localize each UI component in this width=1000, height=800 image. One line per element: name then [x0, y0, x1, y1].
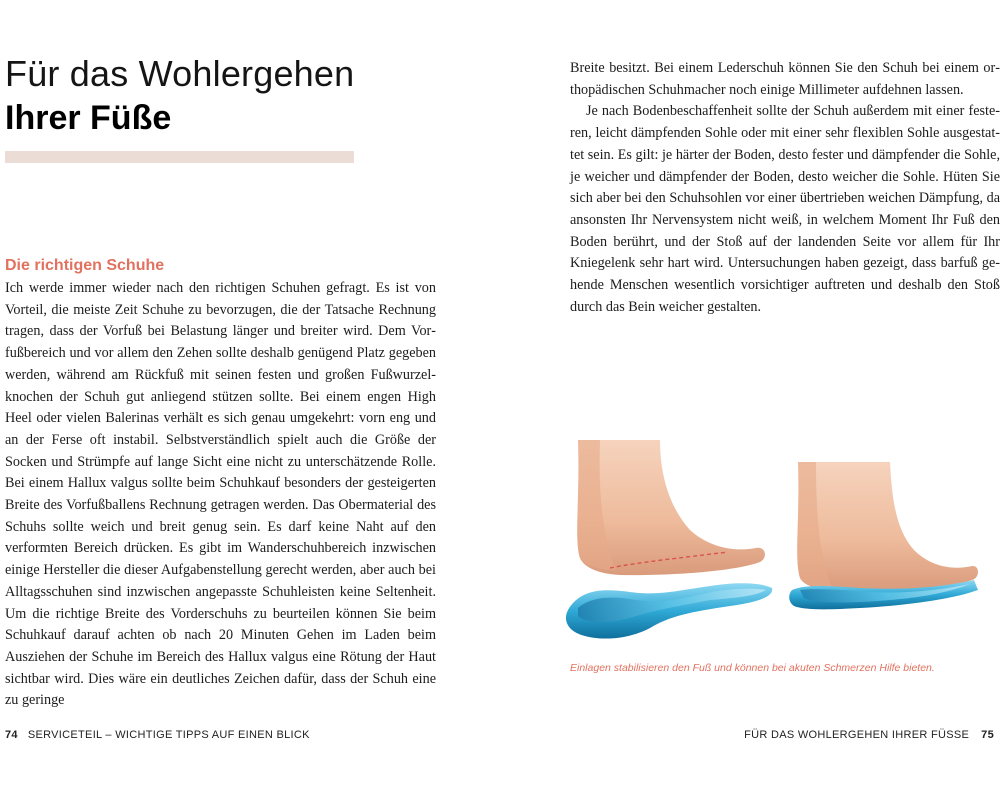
- left-text-column: [5, 278, 436, 712]
- footer-left: [5, 728, 310, 742]
- feet-insoles-image: [560, 440, 980, 650]
- figure-caption: Einlagen stabilisieren den Fuß und können bei akuten Schmerzen Hilfe bieten.: [570, 662, 935, 674]
- section-heading: Die richtigen Schuhe: [5, 257, 165, 274]
- insole-illustration: [560, 440, 980, 650]
- page-title-line1: Für das Wohlergehen: [5, 53, 355, 94]
- page-number: 75: [981, 729, 994, 741]
- foot-on-insole-right-icon: [789, 462, 978, 609]
- page-title-line2: Ihrer Füße: [5, 99, 172, 137]
- running-footer-text: FÜR DAS WOHLERGEHEN IHRER FÜSSE: [744, 729, 970, 741]
- title-decorative-bar: [5, 151, 354, 163]
- right-text-column: [570, 58, 1000, 318]
- foot-with-insole-left-icon: [566, 440, 772, 639]
- body-paragraph: Ich werde immer wieder nach den richtigen Schuhen gefragt. Es ist von Vorteil, die meiste Zeit Schuhe zu bevorzugen, die der Tatsache Rechnung tragen, dass der Vorfuß bei Belastung länger und breiter wird. Dem Vorfußbereich und vor allem den Zehen sollte deshalb genügend Platz gegeben werden, während am Rückfuß mit seinen festen und großen Fußwurzelknochen der Schuh gut anliegend stützen sollte. Bei einem engen High Heel oder vielen Balerinas verhält es sich genau umgekehrt: vorn eng und an der Ferse oft instabil. Selbstverständlich spielt auch die Größe der Socken und Strümpfe auf lange Sicht eine nicht zu unterschätzende Rolle. Bei einem Hallux valgus sollte beim Schuhkauf besonders der gesteigerten Breite des Vorfußballens Rechnung getragen werden. Das Obermaterial des Schuhs sollte weich und breit genug sein. Es darf keine Naht auf den verformten Bereich drücken. Es gibt im Wanderschuhbereich inzwischen einige Hersteller die dieser Aufgabenstellung gerecht werden, aber auch bei Alltagsschuhen sind inzwischen angepasste Schuhleisten keine Seltenheit. Um die richtige Breite des Vorderschuhs zu beurteilen können Sie beim Schuhkauf darauf achten ob nach 20 Minuten Gehen im Laden beim Ausziehen der Schuhe im Bereich des Hallux valgus eine Rötung der Haut sichtbar wird. Dies wäre ein deutliches Zeichen dafür, dass der Schuh eine zu geringe: [5, 280, 436, 709]
- footer-right: [744, 728, 994, 742]
- running-footer-text: SERVICETEIL – WICHTIGE TIPPS AUF EINEN BLICK: [27, 729, 310, 741]
- page-number: 74: [5, 729, 18, 741]
- body-paragraph: Breite besitzt. Bei einem Lederschuh können Sie den Schuh bei einem orthopädischen Schuhmacher noch einige Millimeter aufdehnen lassen.: [570, 60, 1000, 98]
- body-paragraph: Je nach Bodenbeschaffenheit sollte der Schuh außerdem mit einer festeren, leicht dämpfenden Sohle oder mit einer sehr flexiblen Sohle ausgestattet sein. Es gilt: je härter der Boden, desto fester und dämpfender die Sohle, je weicher und dämpfender der Boden, desto weicher die Sohle. Hüten Sie sich aber bei den Schuhsohlen vor einer übertrieben weichen Dämpfung, da ansonsten Ihr Nervensystem nicht weiß, in welchem Moment Ihr Fuß den Boden berührt, und der Stoß auf der landenden Seite vor allem für Ihr Kniegelenk sehr hart wird. Untersuchungen haben gezeigt, dass barfuß gehende Menschen wesentlich vorsichtiger auftreten und deshalb den Stoß durch das Bein weicher gestalten.: [570, 103, 1000, 315]
